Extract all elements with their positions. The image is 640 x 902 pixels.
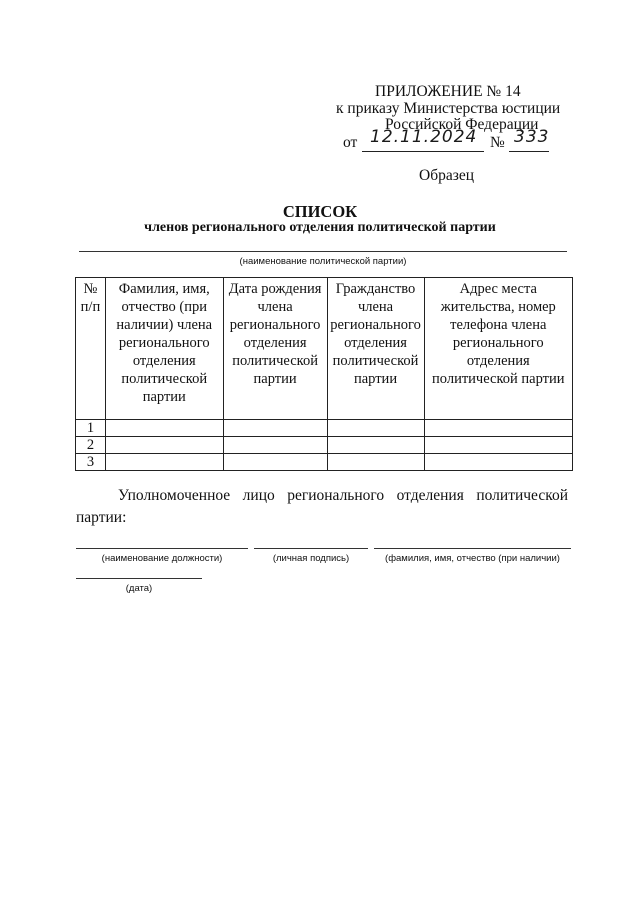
header-cell-birth-date: Дата рождения члена регионального отделения политической партии — [223, 278, 327, 420]
signature-caption: (личная подпись) — [272, 553, 350, 564]
table-row — [76, 420, 573, 437]
cell-birth-date[interactable] — [223, 437, 327, 454]
date-caption: (дата) — [125, 583, 153, 594]
cell-birth-date[interactable] — [223, 420, 327, 437]
table-header-row — [76, 278, 573, 420]
row-number: 2 — [76, 437, 106, 454]
header-cell-number: № п/п — [76, 278, 106, 420]
document-subtitle: членов регионального отделения политической партии — [144, 220, 496, 235]
cell-address[interactable] — [424, 454, 572, 471]
order-date-handwritten: 12.11.2024 — [370, 127, 478, 147]
full-name-line[interactable] — [374, 548, 571, 549]
order-number-label: № — [490, 134, 505, 151]
table-row — [76, 454, 573, 471]
document-title: СПИСОК — [282, 202, 358, 221]
table-row — [76, 437, 573, 454]
header-cell-full-name: Фамилия, имя, отчество (при наличии) члена регионального отделения политической партии — [105, 278, 223, 420]
cell-full-name[interactable] — [105, 437, 223, 454]
header-cell-address: Адрес места жительства, номер телефона члена регионального отделения политической партии — [424, 278, 572, 420]
cell-full-name[interactable] — [105, 420, 223, 437]
row-number: 1 — [76, 420, 106, 437]
order-number-handwritten: 333 — [514, 127, 550, 147]
order-reference-line1: к приказу Министерства юстиции — [336, 100, 561, 117]
party-name-line — [79, 251, 567, 252]
signature-line[interactable] — [254, 548, 368, 549]
cell-citizenship[interactable] — [327, 420, 424, 437]
members-table — [75, 277, 573, 471]
position-caption: (наименование должности) — [101, 553, 223, 564]
cell-address[interactable] — [424, 437, 572, 454]
header-cell-citizenship: Гражданство члена регионального отделения политической партии — [327, 278, 424, 420]
party-name-caption: (наименование политической партии) — [239, 256, 407, 267]
full-name-caption: (фамилия, имя, отчество (при наличии) — [385, 553, 560, 564]
appendix-title: ПРИЛОЖЕНИЕ № 14 — [375, 83, 521, 100]
cell-birth-date[interactable] — [223, 454, 327, 471]
order-from-label: от — [343, 134, 358, 151]
cell-citizenship[interactable] — [327, 437, 424, 454]
sample-label: Образец — [419, 167, 475, 184]
date-line[interactable] — [76, 578, 202, 579]
order-reference-line2: Российской Федерации — [385, 116, 539, 133]
position-line[interactable] — [76, 548, 248, 549]
row-number: 3 — [76, 454, 106, 471]
cell-address[interactable] — [424, 420, 572, 437]
cell-full-name[interactable] — [105, 454, 223, 471]
authorized-person-text: Уполномоченное лицо регионального отделения политической партии: — [76, 487, 568, 526]
cell-citizenship[interactable] — [327, 454, 424, 471]
